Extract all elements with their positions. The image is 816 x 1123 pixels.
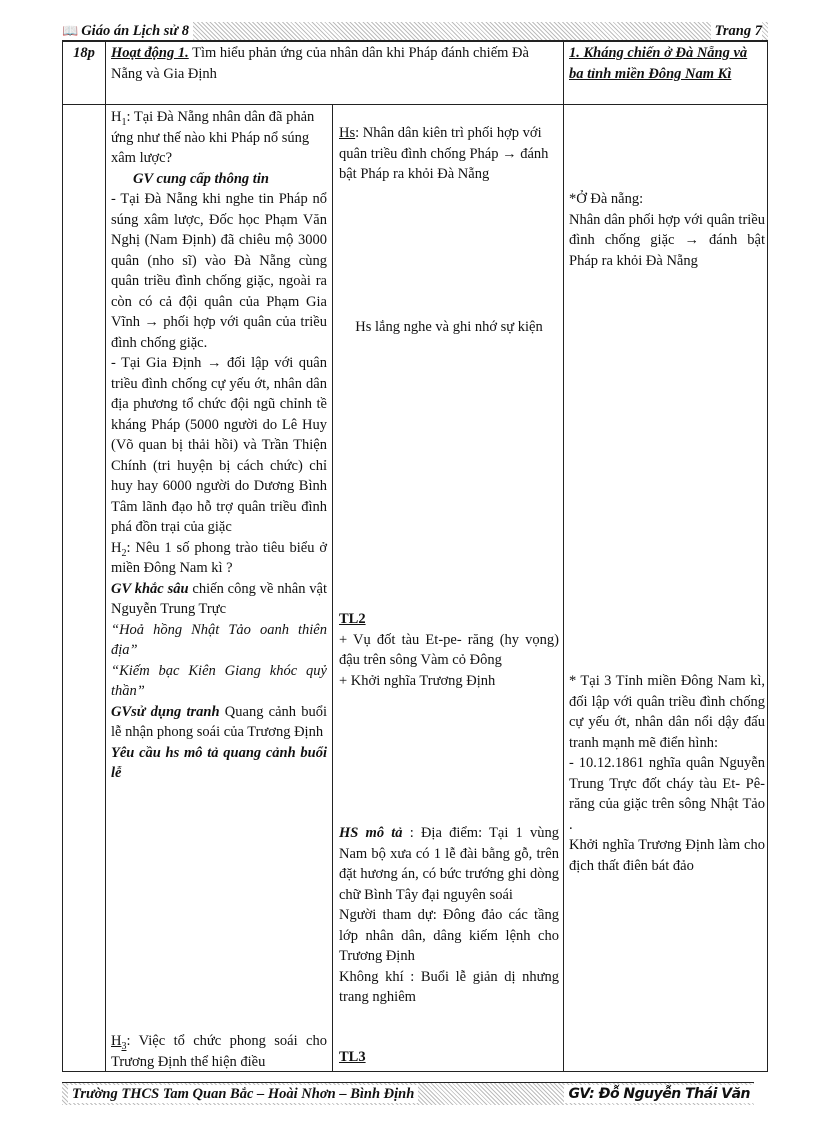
notes-da-nang-title: *Ở Đà nẵng: — [569, 191, 644, 207]
question-2: $H_2$: Nêu 1 số phong trào tiêu biểu ở miền Đông Nam kì ? — [111, 539, 327, 576]
participants: Người tham dự: Đông đảo các tầng lớp nhân dân, dâng kiếm lệnh cho Trương Định — [339, 907, 559, 964]
tl2-label: TL2 — [339, 611, 366, 627]
column-divider — [563, 41, 564, 1071]
hs-description: HS mô tả : Địa điểm: Tại 1 vùng Nam bộ xưa có 1 lễ đài bằng gỗ, trên đặt hương án, có bức trướng ghi dòng chữ Bình Tây đại nguyên soái Người tham dự: Đông đảo các tầng lớp nhân dân, dâng kiếm lệnh cho Trương Định Không khí : Buổi lễ giản dị nhưng trang nghiêm — [339, 823, 559, 1008]
school-name: Trường THCS Tam Quan Bắc – Hoài Nhơn – Bình Định — [68, 1085, 418, 1103]
gv-info-label: GV cung cấp thông tin — [133, 170, 269, 187]
info-da-nang: - Tại Đà Nẵng khi nghe tin Pháp nổ súng xâm lược, Đốc học Phạm Văn Nghị (Nam Định) đã chiêu mộ 3000 quân (nho sĩ) vào Đà Nẵng cùng quân triều đình chống giặc, ngoài ra còn có cả đội quân của Phạm Gia Vĩnh → phối hợp với quân của triều đình chống giặc. — [111, 191, 327, 351]
activity-text: Tìm hiểu phản ứng của nhân dân khi Pháp đánh chiếm Đà Nẵng và Gia Định — [111, 45, 529, 82]
book-icon: 📖 — [62, 23, 79, 38]
quote-1: “Hoả hồng Nhật Tảo oanh thiên địa” — [111, 621, 327, 658]
row-divider — [63, 104, 767, 105]
notes-truong-dinh: Khởi nghĩa Trương Định làm cho địch thất điên bát đảo — [569, 837, 765, 874]
section-title: 1. Kháng chiến ở Đà Nẵng và ba tỉnh miền Đông Nam Kì — [569, 45, 748, 82]
gv-emphasis: GV khắc sâu chiến công về nhân vật Nguyễn Trung Trực — [111, 580, 328, 617]
header-title-text: Giáo án Lịch sử 8 — [81, 23, 189, 39]
notes-south-text: * Tại 3 Tỉnh miền Đông Nam kì, đối lập với quân triều đình chống cự yếu ớt, nhân dân nổi dậy đấu tranh mạnh mẽ điển hình: — [569, 673, 765, 751]
page-number: Trang 7 — [711, 22, 762, 40]
tl2-item: + Vụ đốt tàu Et-pe- răng (hy vọng) đậu trên sông Vàm cỏ Đông — [339, 631, 559, 668]
page-header — [62, 22, 768, 42]
question-1: $H_1$: Tại Đà Nẵng nhân dân đã phản ứng như thế nào khi Pháp nổ súng xâm lược? — [111, 109, 315, 166]
question-3: $H_3$: Việc tổ chức phong soái cho Trương Định thể hiện điều — [111, 1033, 327, 1070]
description-request: Yêu cầu hs mô tả quang cảnh buổi lễ — [111, 744, 327, 781]
column-divider — [105, 41, 106, 1071]
hs-listen: Hs lắng nghe và ghi nhớ sự kiện — [355, 319, 543, 335]
activity-label: Hoạt động 1. — [111, 45, 189, 61]
atmosphere: Không khí : Buổi lễ giản dị nhưng trang nghiêm — [339, 968, 559, 1005]
teacher-column — [111, 107, 327, 784]
quote-2: “Kiếm bạc Kiên Giang khóc quỷ thần” — [111, 662, 327, 699]
page-footer — [62, 1082, 754, 1105]
hs-answer-1: Hs: Nhân dân kiên trì phối hợp với quân triều đình chống Pháp → đánh bật Pháp ra khỏi Đà Nẵng — [339, 125, 549, 182]
notes-da-nang — [569, 189, 765, 271]
teacher-signature: GV: Đỗ Nguyễn Thái Văn — [564, 1085, 754, 1103]
notes-1861-event: - 10.12.1861 nghĩa quân Nguyễn Trung Trực đốt cháy tàu Et- Pê- răng của giặc trên sông Nhật Tảo . — [569, 755, 765, 833]
time-cell: 18p — [73, 45, 95, 61]
header-title — [62, 22, 193, 40]
lesson-table — [62, 40, 768, 1072]
tl3-label: TL3 — [339, 1049, 366, 1065]
gv-picture: GVsử dụng tranh Quang cảnh buổi lễ nhận phong soái của Trương Định — [111, 703, 328, 740]
activity-heading — [111, 43, 557, 84]
tl2-answer — [339, 609, 559, 691]
info-gia-dinh: - Tại Gia Định → đối lập với quân triều đình chống cự yếu ớt, nhân dân địa phương tổ chức đội ngũ chỉnh tề kháng Pháp (5000 người do Lê Huy (Võ quan bị thải hồi) và Trần Thiện Chính (tri huyện bị cách chức) chỉ huy hay 6000 người do Dương Bình Tâm lãnh đạo hỗ trợ quân triều đình phá đồn trại của giặc — [111, 355, 327, 535]
column-divider — [332, 105, 333, 1071]
tl2-item: + Khởi nghĩa Trương Định — [339, 672, 496, 689]
notes-south — [569, 671, 765, 876]
notes-da-nang-text: Nhân dân phối hợp với quân triều đình chống giặc → đánh bật Pháp ra khỏi Đà Nẵng — [569, 211, 765, 269]
